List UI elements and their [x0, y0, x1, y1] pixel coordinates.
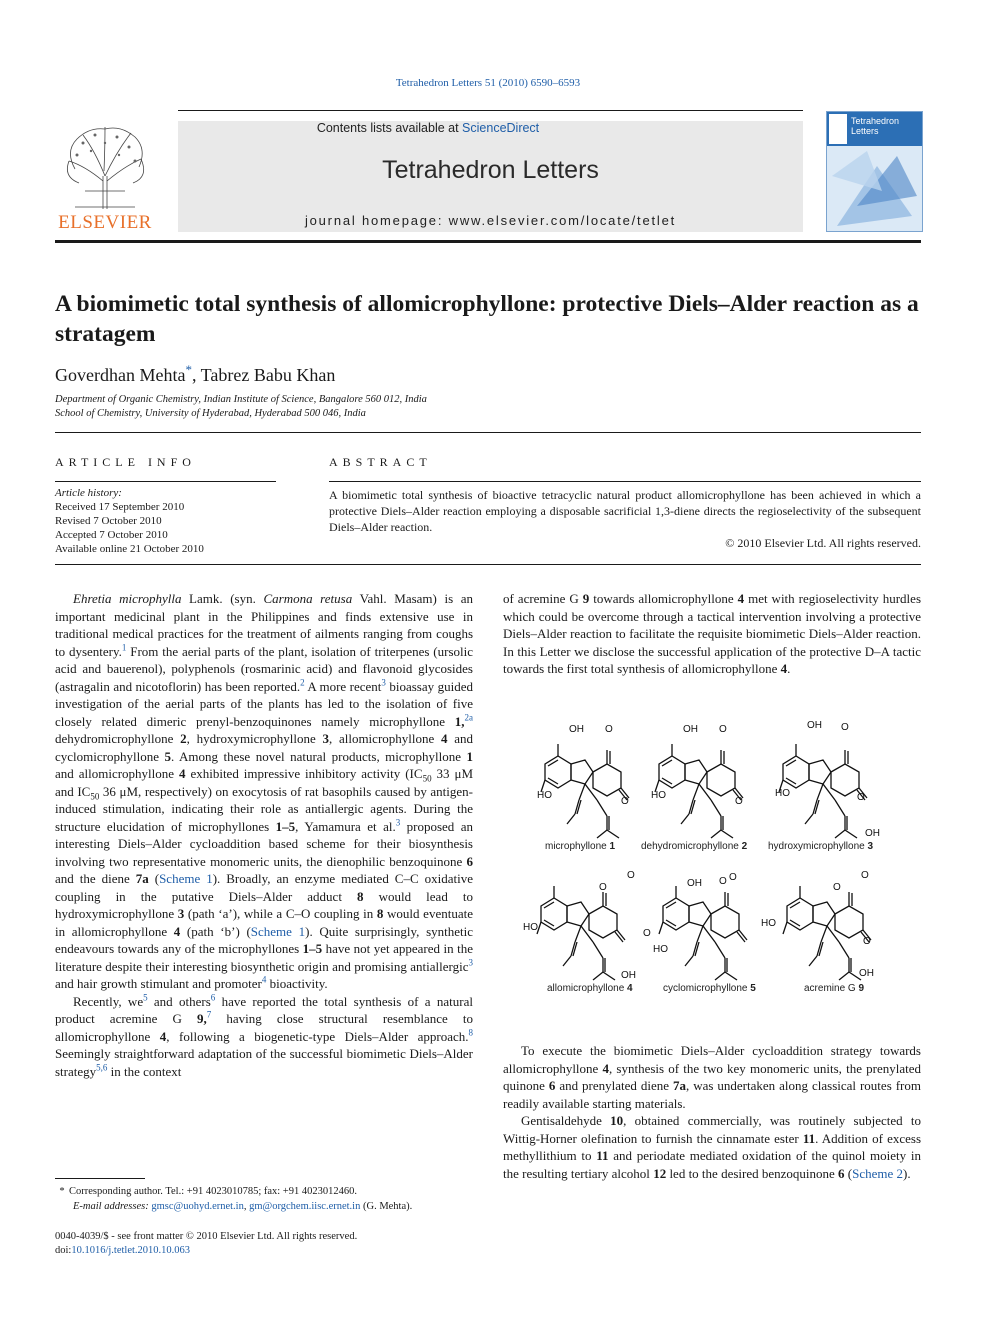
journal-homepage[interactable]: journal homepage: www.elsevier.com/locate/tetlet [304, 213, 677, 228]
reference-superscript[interactable]: 4 [261, 974, 267, 985]
structure-acremine-g [783, 886, 871, 980]
scheme-link[interactable]: Scheme 2 [852, 1165, 904, 1181]
footnote-corresponding [55, 1186, 357, 1197]
label-acremine-g: acremine G 9 [804, 983, 865, 994]
right-column-bottom [503, 1042, 921, 1182]
compound-number: 8 [376, 906, 384, 921]
atom-o-5: O [719, 876, 727, 887]
history-label: Article history: [55, 487, 122, 499]
compound-number: 4 [179, 766, 186, 781]
atom-o-1: O [605, 724, 613, 735]
compound-number: 7a [673, 1078, 687, 1093]
compound-number: 4 [159, 1028, 167, 1044]
compound-number: 4 [173, 923, 181, 939]
reference-superscript[interactable]: 8 [468, 1027, 474, 1038]
structures-figure [503, 712, 921, 1002]
atom-oh-1: OH [569, 724, 584, 735]
contents-line [178, 121, 678, 135]
atom-o-2b: O [735, 796, 743, 807]
italic-text: Ehretia microphylla [73, 591, 182, 606]
abstract-bottom-rule [55, 564, 921, 565]
journal-cover [826, 111, 923, 232]
right-paragraph-3: Gentisaldehyde 10, obtained commercially, was routinely subjected to Wittig-Horner olefination to furnish the cinnamate ester 11. Addition of excess methyllithium to 11 and periodate mediated oxidation of the quinol moiety in the resulting tertiary alcohol 12 led to the desired benzoquinone 6 (Scheme 2). [503, 1113, 921, 1181]
subscript: 50 [90, 791, 100, 802]
left-paragraph-1: Ehretia microphylla Lamk. (syn. Carmona retusa Vahl. Masam) is an important medicinal plant in the Philippines and finds extensive use in traditional medical practices for the treatment of ailments ranging from coughs to dysentery.$^1$ From the aerial parts of the plant, isolation of triterpenes (ursolic acid and bauerenol), polyphenols (rosmarinic acid) and flavonoid glycosides (astragalin and nicotoflorin) has been reported.$^2$ A more recent$^3$ bioassay guided investigation of the aerial parts of the plants has led to the isolation of five closely related dimeric prenyl-benzoquinones namely microphyllone 1,$^{2a}$ dehydromicrophyllone 2, hydroxymicrophyllone 3, allomicrophyllone 4 and cyclomicrophyllone 5. Among these novel natural products, microphyllone 1 and allomicrophyllone 4 exhibited impressive inhibitory activity ($IC_{50}$ 33 μM and $IC_{50}$ 36 μM, respectively) on exocytosis of rat basophils caused by antigen-induced stimulation, indicating their role as antiallergic agents. During the structure elucidation of microphyllones 1–5, Yamamura et al.$^3$ proposed an interesting Diels–Alder cycloaddition based scheme for their biosynthesis involving two representative monomeric units, the dienophilic benzoquinone 6 and the diene 7a (Scheme 1). Broadly, an enzyme mediated C–C oxidative coupling in the putative Diels–Alder adduct 8 would lead to hydroxymicrophyllone 3 (path ‘a’), while a C–O coupling in 8 would eventuate in allomicrophyllone 4 (path ‘b’) (Scheme 1). Quite surprisingly, synthetic endeavours towards any of the microphyllones 1–5 have not yet appeared in the literature despite their interesting biosynthetic origin and promising antiallergic$^3$ and hair growth stimulant and promoter$^4$ bioactivity. [55, 591, 474, 991]
italic-text: Carmona retusa [263, 591, 353, 606]
history-online: Available online 21 October 2010 [55, 543, 204, 555]
info-top-rule [55, 432, 921, 433]
reference-superscript[interactable]: 2a [464, 712, 473, 723]
abstract-text: A biomimetic total synthesis of bioactive tetracyclic natural product allomicrophyllone has been achieved in which a protective Diels–Alder reaction employing a disposable sacrificial 1,3-diene directs the regioselectivity of the subsequent Diels–Alder reaction. [329, 488, 921, 534]
atom-o-3: O [841, 722, 849, 733]
label-allomicrophyllone: allomicrophyllone 4 [547, 983, 633, 994]
reference-superscript[interactable]: 5,6 [96, 1062, 108, 1073]
reference-superscript[interactable]: 5 [143, 992, 148, 1003]
structure-cyclomicrophyllone [659, 886, 747, 980]
compound-number: 11 [596, 1148, 609, 1163]
subscript: 50 [422, 773, 432, 784]
left-column [55, 590, 473, 1080]
compound-number: 4 [441, 731, 448, 746]
header-bottom-rule [55, 240, 921, 243]
atom-ho-1: HO [537, 790, 552, 801]
atom-o-5b: O [729, 872, 737, 883]
compound-number: 9 [197, 1011, 204, 1026]
email-link-2[interactable]: gm@orgchem.iisc.ernet.in [249, 1201, 361, 1212]
atom-o-9b: O [861, 870, 869, 881]
email-link-1[interactable]: gmsc@uohyd.ernet.in [151, 1201, 244, 1212]
reference-superscript[interactable]: 3 [468, 957, 473, 968]
compound-number: , [461, 713, 465, 729]
article-info-rule [55, 481, 276, 482]
label-microphyllone: microphyllone 1 [545, 841, 616, 852]
contents-prefix: Contents lists available at [316, 121, 463, 135]
compound-number: 12 [653, 1165, 667, 1181]
atom-oh-2: OH [683, 724, 698, 735]
atom-o-1b: O [621, 796, 629, 807]
atom-oh-3b: OH [865, 828, 880, 839]
compound-number: 11 [802, 1130, 816, 1146]
email-label: E-mail addresses: [73, 1201, 149, 1212]
reference-superscript[interactable]: 2 [300, 677, 305, 688]
structure-dehydromicrophyllone [655, 744, 743, 838]
right-column-top [503, 590, 921, 678]
compound-number: , [203, 1011, 207, 1026]
scheme-link[interactable]: Scheme 1 [159, 871, 213, 886]
atom-ho-4: HO [523, 922, 538, 933]
compound-number: 2 [180, 731, 187, 746]
issn-line: 0040-4039/$ - see front matter © 2010 Elsevier Ltd. All rights reserved. [55, 1231, 358, 1242]
author-mehta[interactable]: Goverdhan Mehta [55, 365, 186, 385]
sciencedirect-link[interactable]: ScienceDirect [462, 121, 540, 135]
compound-number: 9 [582, 591, 590, 606]
compound-number: 3 [322, 731, 329, 746]
reference-superscript[interactable]: 1 [121, 642, 127, 653]
atom-o-9: O [833, 882, 841, 893]
atom-oh-4: OH [621, 970, 636, 981]
atom-o-4: O [599, 882, 607, 893]
compound-number: 8 [357, 888, 364, 904]
cover-mini-logo [829, 114, 847, 144]
label-hydroxymicrophyllone: hydroxymicrophyllone 3 [768, 841, 874, 852]
atom-o-4c: O [643, 928, 651, 939]
chemical-structures [503, 712, 921, 1002]
label-dehydromicrophyllone: dehydromicrophyllone 2 [641, 841, 748, 852]
journal-citation: Tetrahedron Letters 51 (2010) 6590–6593 [395, 77, 581, 89]
doi-line: doi:10.1016/j.tetlet.2010.10.063 [55, 1245, 191, 1256]
compound-number: 4 [602, 1060, 609, 1076]
footnote-emails: E-mail addresses: gmsc@uohyd.ernet.in, gm@orgchem.iisc.ernet.in (G. Mehta). [73, 1201, 413, 1212]
article-title: A biomimetic total synthesis of allomicrophyllone: protective Diels–Alder reaction as a stratagem [55, 291, 919, 347]
compound-number: 6 [466, 853, 473, 869]
label-cyclomicrophyllone: cyclomicrophyllone 5 [663, 983, 756, 994]
atom-ho-3: HO [775, 788, 790, 799]
atom-o-9c: O [863, 936, 871, 947]
compound-number: 1 [466, 748, 473, 764]
atom-oh-9: OH [859, 968, 874, 979]
compound-number: 3 [177, 906, 185, 921]
abstract-rule [329, 481, 921, 482]
reference-superscript[interactable]: 3 [381, 677, 386, 688]
compound-number: 5 [164, 748, 171, 764]
affiliation-2: School of Chemistry, University of Hyderabad, Hyderabad 500 046, India [55, 408, 366, 419]
abstract-copyright: © 2010 Elsevier Ltd. All rights reserved. [725, 536, 921, 550]
structure-hydroxymicrophyllone [779, 744, 867, 838]
compound-number: 4 [780, 661, 788, 676]
corresponding-author-mark[interactable]: * [185, 362, 192, 377]
doi-link[interactable]: 10.1016/j.tetlet.2010.10.063 [71, 1245, 191, 1256]
publisher-logo-text: ELSEVIER [58, 212, 152, 233]
compound-number: 1 [454, 713, 462, 729]
compound-number: 7a [135, 871, 149, 886]
atom-oh-3: OH [807, 720, 822, 731]
header-top-rule [178, 110, 803, 111]
journal-title: Tetrahedron Letters [382, 156, 599, 184]
history-revised: Revised 7 October 2010 [55, 515, 162, 527]
author-khan[interactable]: , Tabrez Babu Khan [191, 365, 336, 385]
atom-ho-9: HO [761, 918, 776, 929]
structure-allomicrophyllone [537, 886, 625, 980]
affiliation-1: Department of Organic Chemistry, Indian Institute of Science, Bangalore 560 012, India [55, 394, 427, 405]
atom-o-2: O [719, 724, 727, 735]
scheme-link[interactable]: Scheme 1 [250, 923, 306, 939]
footnote-mark: * [59, 1186, 65, 1197]
atom-o-3b: O [857, 792, 865, 803]
footnote-rule [55, 1178, 145, 1179]
atom-ho-5: HO [653, 944, 668, 955]
compound-number: 6 [548, 1078, 556, 1093]
article-info-heading: ARTICLE INFO [55, 455, 196, 469]
right-paragraph-1: of acremine G 9 towards allomicrophyllone 4 met with regioselectivity hurdles which could be overcome through a tactical intervention involving a protective Diels–Alder reaction to facilitate the requisite biomimetic Diels–Alder reaction. In this Letter we disclose the successful application of the protective D–A tactic towards the first total synthesis of allomicrophyllone 4. [503, 591, 922, 676]
elsevier-logo [55, 121, 155, 233]
atom-oh-5: OH [687, 878, 702, 889]
compound-number: 1–5 [275, 818, 296, 834]
history-accepted: Accepted 7 October 2010 [55, 529, 168, 541]
atom-o-4b: O [627, 870, 635, 881]
footnote-contact: Corresponding author. Tel.: +91 4023010785; fax: +91 4023012460. [69, 1186, 357, 1197]
cover-graphic [827, 146, 922, 231]
compound-number: 4 [737, 591, 745, 606]
right-paragraph-2: To execute the biomimetic Diels–Alder cycloaddition strategy towards allomicrophyllone 4, synthesis of the two key monomeric units, the prenylated quinone 6 and prenylated diene 7a, was undertaken along classical routes from readily available starting materials. [503, 1043, 922, 1111]
structure-microphyllone [541, 744, 629, 838]
compound-number: 1–5 [302, 941, 323, 956]
abstract-heading: ABSTRACT [329, 455, 432, 469]
reference-superscript[interactable]: 6 [210, 992, 216, 1003]
reference-superscript[interactable]: 3 [395, 817, 401, 828]
authors [55, 362, 335, 386]
compound-number: 6 [838, 1165, 845, 1181]
reference-superscript[interactable]: 7 [206, 1009, 212, 1020]
history-received: Received 17 September 2010 [55, 501, 185, 513]
compound-number: 10 [610, 1113, 624, 1128]
cover-title: Tetrahedron Letters [851, 116, 900, 136]
left-paragraph-2: Recently, $we^5$ and others$^6$ have reported the total synthesis of a natural product acremine G 9,$^7$ having close structural resemblance to allomicrophyllone 4, following a biogenetic-type Diels–Alder approach.$^8$ Seemingly straightforward adaptation of the successful biomimetic Diels–Alder strategy$^{5,6}$ in the context [55, 992, 474, 1079]
atom-ho-2: HO [651, 790, 666, 801]
